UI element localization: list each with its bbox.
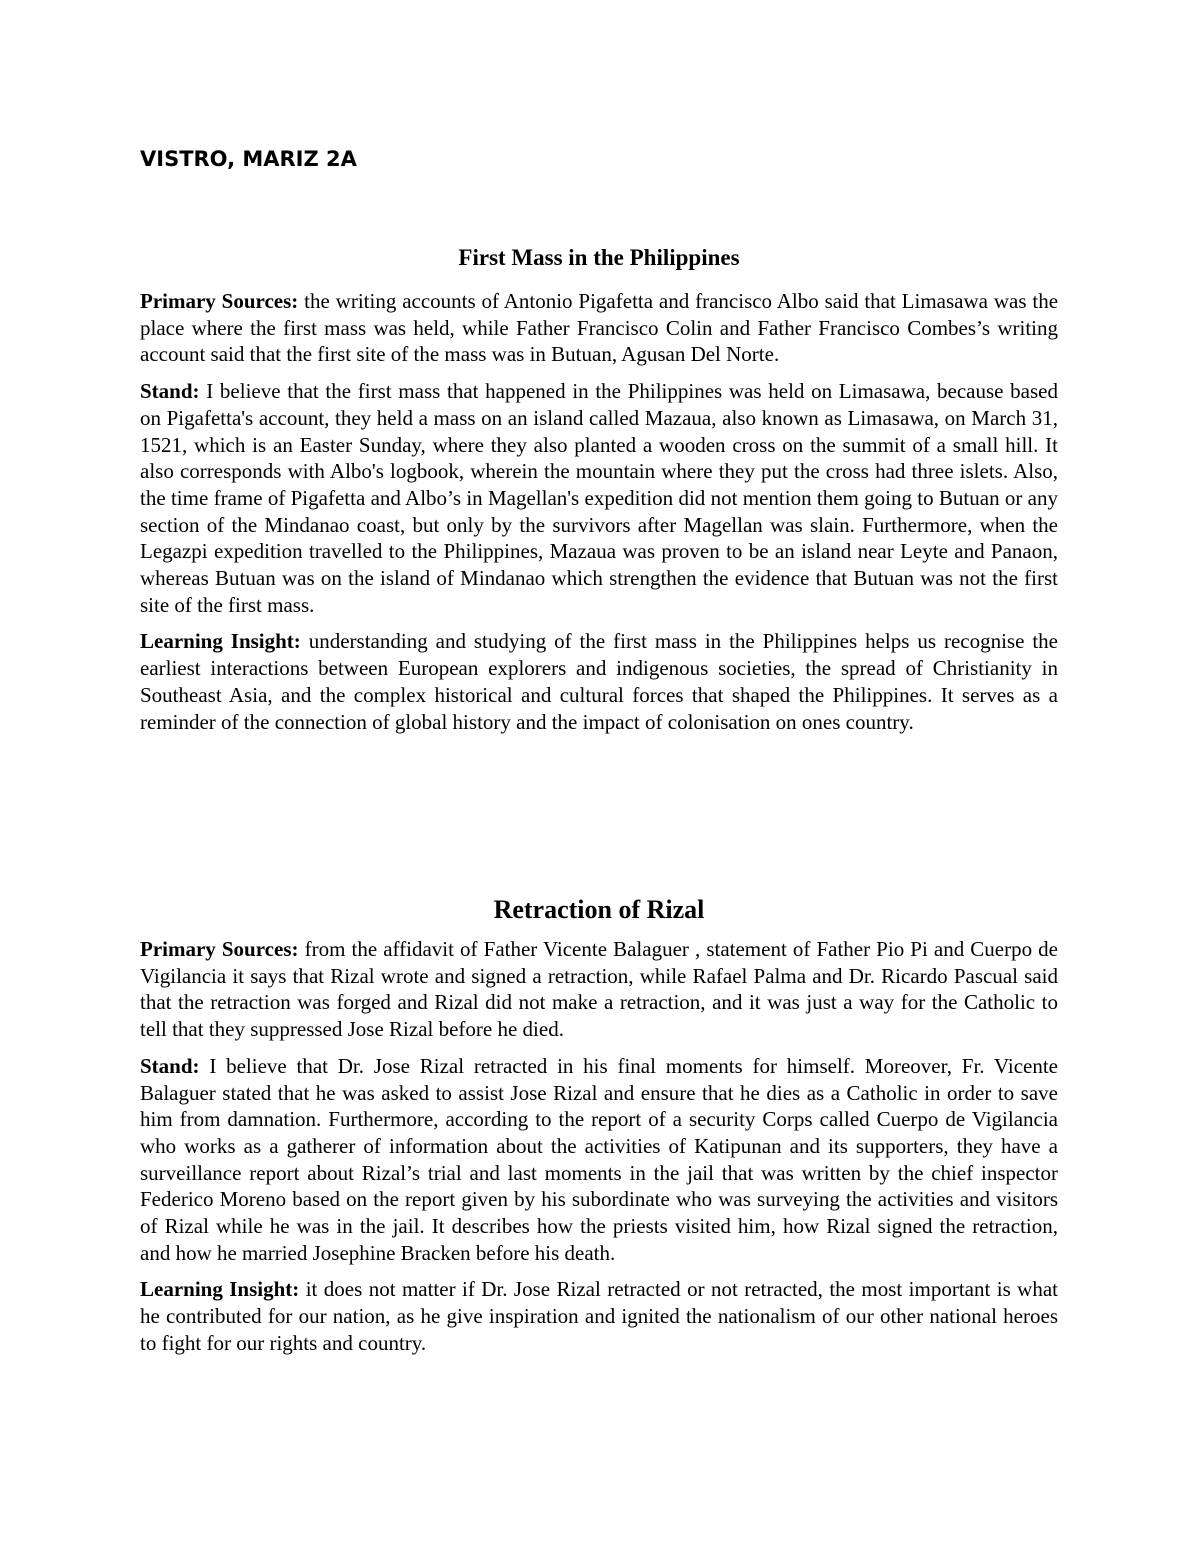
section-first-mass [140,243,1058,735]
paragraph-label: Learning Insight: [140,1277,300,1302]
paragraph-label: Stand: [140,379,200,404]
learning-insight-paragraph [140,628,1058,735]
paragraph-text: the writing accounts of Antonio Pigafetta and francisco Albo said that Limasawa was the place where the first mass was held, while Father Francisco Colin and Father Francisco Combes’s writing account said that the first site of the mass was in Butuan, Agusan Del Norte. [140,289,1059,367]
paragraph-text: I believe that the first mass that happened in the Philippines was held on Limasawa, because based on Pigafetta's account, they held a mass on an island called Mazaua, also known as Limasawa, on March 31, 1521, which is an Easter Sunday, where they also planted a wooden cross on the summit of a small hill. It also corresponds with Albo's logbook, wherein the mountain where they put the cross had three islets. Also, the time frame of Pigafetta and Albo’s in Magellan's expedition did not mention them going to Butuan or any section of the Mindanao coast, but only by the survivors after Magellan was slain. Furthermore, when the Legazpi expedition travelled to the Philippines, Mazaua was proven to be an island near Leyte and Panaon, whereas Butuan was on the island of Mindanao which strengthen the evidence that Butuan was not the first site of the first mass. [140,379,1058,617]
section-title: Retraction of Rizal [493,895,705,924]
stand-paragraph [140,1053,1058,1267]
primary-sources-paragraph [140,936,1058,1043]
primary-sources-paragraph [140,288,1058,368]
paragraph-text: from the affidavit of Father Vicente Balaguer , statement of Father Pio Pi and Cuerpo de Vigilancia it says that Rizal wrote and signed a retraction, while Rafael Palma and Dr. Ricardo Pascual said that the retraction was forged and Rizal did not make a retraction, and it was just a way for the Catholic to tell that they suppressed Jose Rizal before he died. [140,937,1059,1042]
section-retraction-of-rizal [140,894,1058,1357]
paragraph-text: it does not matter if Dr. Jose Rizal retracted or not retracted, the most important is what he contributed for our nation, as he give inspiration and ignited the nationalism of our other national heroes to fight for our rights and country. [140,1277,1058,1355]
author-heading: VISTRO, MARIZ 2A [140,147,357,171]
learning-insight-paragraph [140,1276,1058,1356]
paragraph-label: Primary Sources: [140,937,299,961]
paragraph-text: understanding and studying of the first mass in the Philippines helps us recognise the earliest interactions between European explorers and indigenous societies, the spread of Christianity in Southeast Asia, and the complex historical and cultural forces that shaped the Philippines. It serves as a reminder of the connection of global history and the impact of colonisation on ones country. [140,629,1058,734]
stand-paragraph [140,378,1058,618]
paragraph-label: Primary Sources: [140,289,299,313]
section-title: First Mass in the Philippines [458,245,740,270]
paragraph-text: I believe that Dr. Jose Rizal retracted in his final moments for himself. Moreover, Fr. Vicente Balaguer stated that he was asked to assist Jose Rizal and ensure that he dies as a Catholic in order to save him from damnation. Furthermore, according to the report of a security Corps called Cuerpo de Vigilancia who works as a gatherer of information about the activities of Katipunan and its supporters, they have a surveillance report about Rizal’s trial and last moments in the jail that was written by the chief inspector Federico Moreno based on the report given by his subordinate who was surveying the activities and visitors of Rizal while he was in the jail. It describes how the priests visited him, how Rizal signed the retraction, and how he married Josephine Bracken before his death. [140,1053,1058,1265]
paragraph-label: Learning Insight: [140,629,301,654]
paragraph-label: Stand: [140,1053,200,1078]
